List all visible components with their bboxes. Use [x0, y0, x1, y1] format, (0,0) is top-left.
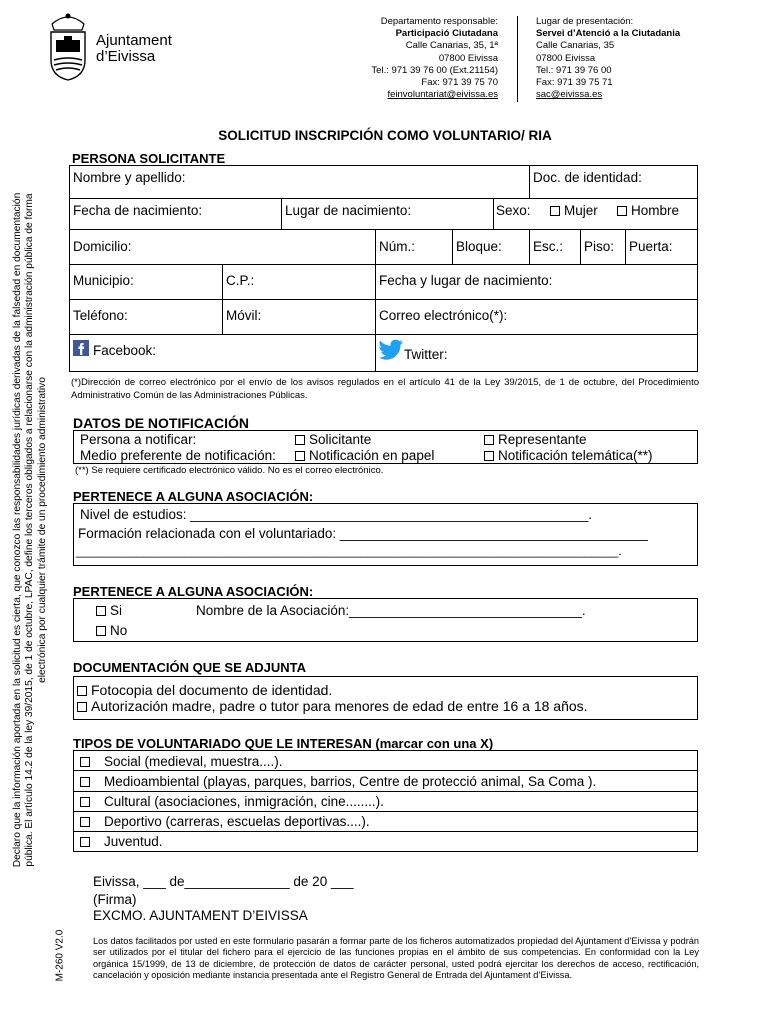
mujer-label: Mujer	[564, 203, 598, 218]
si-label: Si	[110, 603, 123, 618]
nombre-field[interactable]: Nombre y apellido:	[73, 170, 186, 185]
page-title: SOLICITUD INSCRIPCIÓN COMO VOLUNTARIO/ RIA	[218, 128, 552, 143]
domicilio-field[interactable]: Domicilio:	[73, 239, 132, 254]
header-presentation	[536, 16, 736, 101]
logo-line2: d’Eivissa	[96, 48, 156, 65]
checkbox-social[interactable]	[80, 757, 90, 767]
col-line	[580, 229, 581, 264]
solicitante-option[interactable]	[295, 432, 371, 447]
row-line	[69, 334, 698, 335]
tipo-item-juventud[interactable]	[80, 834, 163, 849]
firma-label: (Firma)	[93, 892, 137, 907]
logo-line1: Ajuntament	[96, 32, 172, 49]
col-line	[529, 229, 530, 264]
fecha-lugar-field[interactable]: Fecha y lugar de nacimiento:	[379, 273, 553, 288]
doc-item-1[interactable]	[77, 682, 332, 698]
pres-city: 07800 Eivissa	[536, 52, 596, 64]
row-line	[69, 299, 698, 300]
checkbox-solicitante[interactable]	[295, 435, 305, 445]
header-divider	[517, 16, 518, 102]
nivel-estudios-field[interactable]: Nivel de estudios: _____________________________________________________.	[80, 507, 592, 522]
pres-label: Lugar de presentación:	[536, 16, 634, 27]
asociacion-nombre-field[interactable]: Nombre de la Asociación:_______________________________.	[196, 603, 586, 618]
cert-note: (**) Se requiere certificado electrónico válido. No es el correo electrónico.	[75, 465, 384, 476]
si-option[interactable]	[96, 603, 122, 618]
checkbox-juventud[interactable]	[80, 837, 90, 847]
dept-tel: Tel.: 971 39 76 00 (Ext.21154)	[371, 64, 498, 76]
twitter-field[interactable]: Twitter:	[404, 347, 448, 362]
col-line	[375, 334, 376, 372]
checkbox-representante[interactable]	[484, 435, 494, 445]
solicitante-label: Solicitante	[309, 432, 372, 447]
formacion-field[interactable]: Formación relacionada con el voluntariado: _________________________________________	[78, 526, 648, 541]
lugar-nacimiento-field[interactable]: Lugar de nacimiento:	[285, 203, 412, 218]
tipo-deportivo-label: Deportivo (carreras, escuelas deportivas....).	[104, 814, 370, 829]
tipo-social-label: Social (medieval, muestra....).	[104, 754, 283, 769]
facebook-icon	[73, 340, 89, 356]
coat-of-arms-logo	[46, 10, 90, 82]
col-line	[493, 198, 494, 229]
pres-email-link[interactable]: sac@eivissa.es	[536, 89, 603, 101]
row-line	[69, 229, 698, 230]
sexo-mujer-option[interactable]	[550, 203, 598, 218]
doc-item-1-label: Fotocopia del documento de identidad.	[91, 682, 333, 698]
dept-address: Calle Canarias, 35, 1ª	[405, 40, 498, 52]
papel-option[interactable]	[295, 448, 434, 463]
medio-label: Medio preferente de notificación:	[80, 448, 276, 463]
doc-item-2-label: Autorización madre, padre o tutor para menores de edad de entre 16 a 18 años.	[91, 698, 588, 714]
col-line	[375, 229, 376, 264]
notif-heading: DATOS DE NOTIFICACIÓN	[73, 415, 250, 431]
checkbox-autorizacion[interactable]	[77, 702, 87, 712]
representante-option[interactable]	[484, 432, 587, 447]
tipo-juventud-label: Juventud.	[104, 834, 163, 849]
checkbox-fotocopia[interactable]	[77, 686, 87, 696]
checkbox-cultural[interactable]	[80, 797, 90, 807]
col-line	[529, 165, 530, 198]
col-line	[625, 229, 626, 264]
checkbox-telematica[interactable]	[484, 451, 494, 461]
persona-heading: PERSONA SOLICITANTE	[72, 151, 226, 166]
telematica-option[interactable]	[484, 448, 653, 463]
pres-name: Servei d’Atenció a la Ciutadania	[536, 28, 681, 40]
dept-label: Departamento responsable:	[380, 16, 498, 27]
tipo-item-social[interactable]	[80, 754, 283, 769]
sexo-hombre-option[interactable]	[617, 203, 679, 218]
col-line	[222, 264, 223, 334]
pres-tel: Tel.: 971 39 76 00	[536, 64, 612, 76]
esc-field[interactable]: Esc.:	[533, 239, 564, 254]
dept-name: Participació Ciutadana	[395, 28, 498, 40]
row-line	[69, 198, 698, 199]
tipo-cultural-label: Cultural (asociaciones, inmigración, cine........).	[104, 794, 384, 809]
papel-label: Notificación en papel	[309, 448, 435, 463]
checkbox-deportivo[interactable]	[80, 817, 90, 827]
correo-field[interactable]: Correo electrónico(*):	[379, 308, 508, 323]
tipo-item-medioambiental[interactable]	[80, 774, 596, 789]
tipo-item-deportivo[interactable]	[80, 814, 370, 829]
representante-label: Representante	[498, 432, 587, 447]
puerta-field[interactable]: Puerta:	[629, 239, 673, 254]
bloque-field[interactable]: Bloque:	[456, 239, 502, 254]
privacy-footer: Los datos facilitados por usted en este formulario pasarán a formar parte de los ficheros automatizados propiedad del Ajuntament d’Eivissa y podrán ser utilizados por el titular del fichero para el ejercicio de las funciones propias en el ámbito de sus competencias. En conformidad con la Ley orgánica 15/1999, de 13 de diciembre, de protección de datos de carácter personal, usted podrá ejercitar los derechos de acceso, rectificación, cancelación y oposición mediante instancia presentada ante el Registro General de Entrada del Ajuntament d’Eivissa.	[93, 936, 699, 981]
form-version: M-260 V2.0	[54, 929, 66, 982]
tipo-item-cultural[interactable]	[80, 794, 384, 809]
doc-item-2[interactable]	[77, 698, 588, 714]
row-line	[73, 770, 698, 771]
tipos-heading: TIPOS DE VOLUNTARIADO QUE LE INTERESAN (marcar con una X)	[73, 736, 494, 751]
asoc2-heading: PERTENECE A ALGUNA ASOCIACIÓN:	[73, 584, 314, 599]
facebook-field[interactable]: Facebook:	[93, 343, 157, 358]
pres-address: Calle Canarias, 35	[536, 40, 615, 52]
movil-field[interactable]: Móvil:	[226, 308, 262, 323]
excmo-label: EXCMO. AJUNTAMENT D’EIVISSA	[93, 908, 308, 923]
logo-text	[96, 33, 172, 65]
pres-fax: Fax: 971 39 75 71	[536, 77, 613, 89]
email-note: (*)Dirección de correo electrónico por el envío de los avisos regulados en el artículo 41 de la Ley 39/2015, de 1 de octubre, del Procedimiento Administrativo Común de las Administraciones Públicas.	[71, 377, 699, 401]
doc-field[interactable]: Doc. de identidad:	[533, 170, 642, 185]
dept-fax: Fax: 971 39 75 70	[421, 77, 498, 89]
twitter-icon	[378, 339, 404, 361]
docs-heading: DOCUMENTACIÓN QUE SE ADJUNTA	[73, 660, 307, 675]
hombre-label: Hombre	[631, 203, 680, 218]
header-department	[330, 16, 498, 101]
dept-email-link[interactable]: feinvoluntariat@eivissa.es	[387, 89, 498, 101]
checkbox-hombre[interactable]	[617, 206, 627, 216]
checkbox-si[interactable]	[96, 606, 106, 616]
fecha-nacimiento-field[interactable]: Fecha de nacimiento:	[73, 203, 203, 218]
side-declaration: Declaro que la información aportada en la solicitud es cierta, que conozco las responsabilidades jurídicas derivadas de la falsedad en documentación pública. El artículo 14.2 de la ley 39/2015, de 1 de octubre, LPAC, define los terceros obligados a relacionarse con la administración pública de forma electrónica por cualquier trámite de un procedimiento administrativo	[12, 192, 48, 868]
row-line	[73, 791, 698, 792]
col-line	[452, 229, 453, 264]
row-line	[73, 831, 698, 832]
row-line	[69, 264, 698, 265]
tipo-medioambiental-label: Medioambiental (playas, parques, barrios, Centre de protecció animal, Sa Coma ).	[104, 774, 597, 789]
persona-notificar-label: Persona a notificar:	[80, 432, 197, 447]
checkbox-mujer[interactable]	[550, 206, 560, 216]
telefono-field[interactable]: Teléfono:	[73, 308, 128, 323]
telematica-label: Notificación telemática(**)	[498, 448, 653, 463]
fecha-firma-field[interactable]: Eivissa, ___ de______________ de 20 ___	[93, 874, 354, 889]
no-option[interactable]	[96, 623, 127, 638]
no-label: No	[110, 623, 128, 638]
formacion-line[interactable]: ________________________________________________________________________________.	[76, 544, 622, 558]
num-field[interactable]: Núm.:	[379, 239, 416, 254]
asoc1-heading: PERTENECE A ALGUNA ASOCIACIÓN:	[73, 489, 314, 504]
piso-field[interactable]: Piso:	[584, 239, 615, 254]
checkbox-medioambiental[interactable]	[80, 777, 90, 787]
municipio-field[interactable]: Municipio:	[73, 273, 134, 288]
checkbox-papel[interactable]	[295, 451, 305, 461]
cp-field[interactable]: C.P.:	[226, 273, 255, 288]
col-line	[281, 198, 282, 229]
row-line	[73, 811, 698, 812]
dept-city: 07800 Eivissa	[438, 52, 498, 64]
sexo-label: Sexo:	[496, 203, 531, 218]
checkbox-no[interactable]	[96, 626, 106, 636]
col-line	[375, 264, 376, 334]
